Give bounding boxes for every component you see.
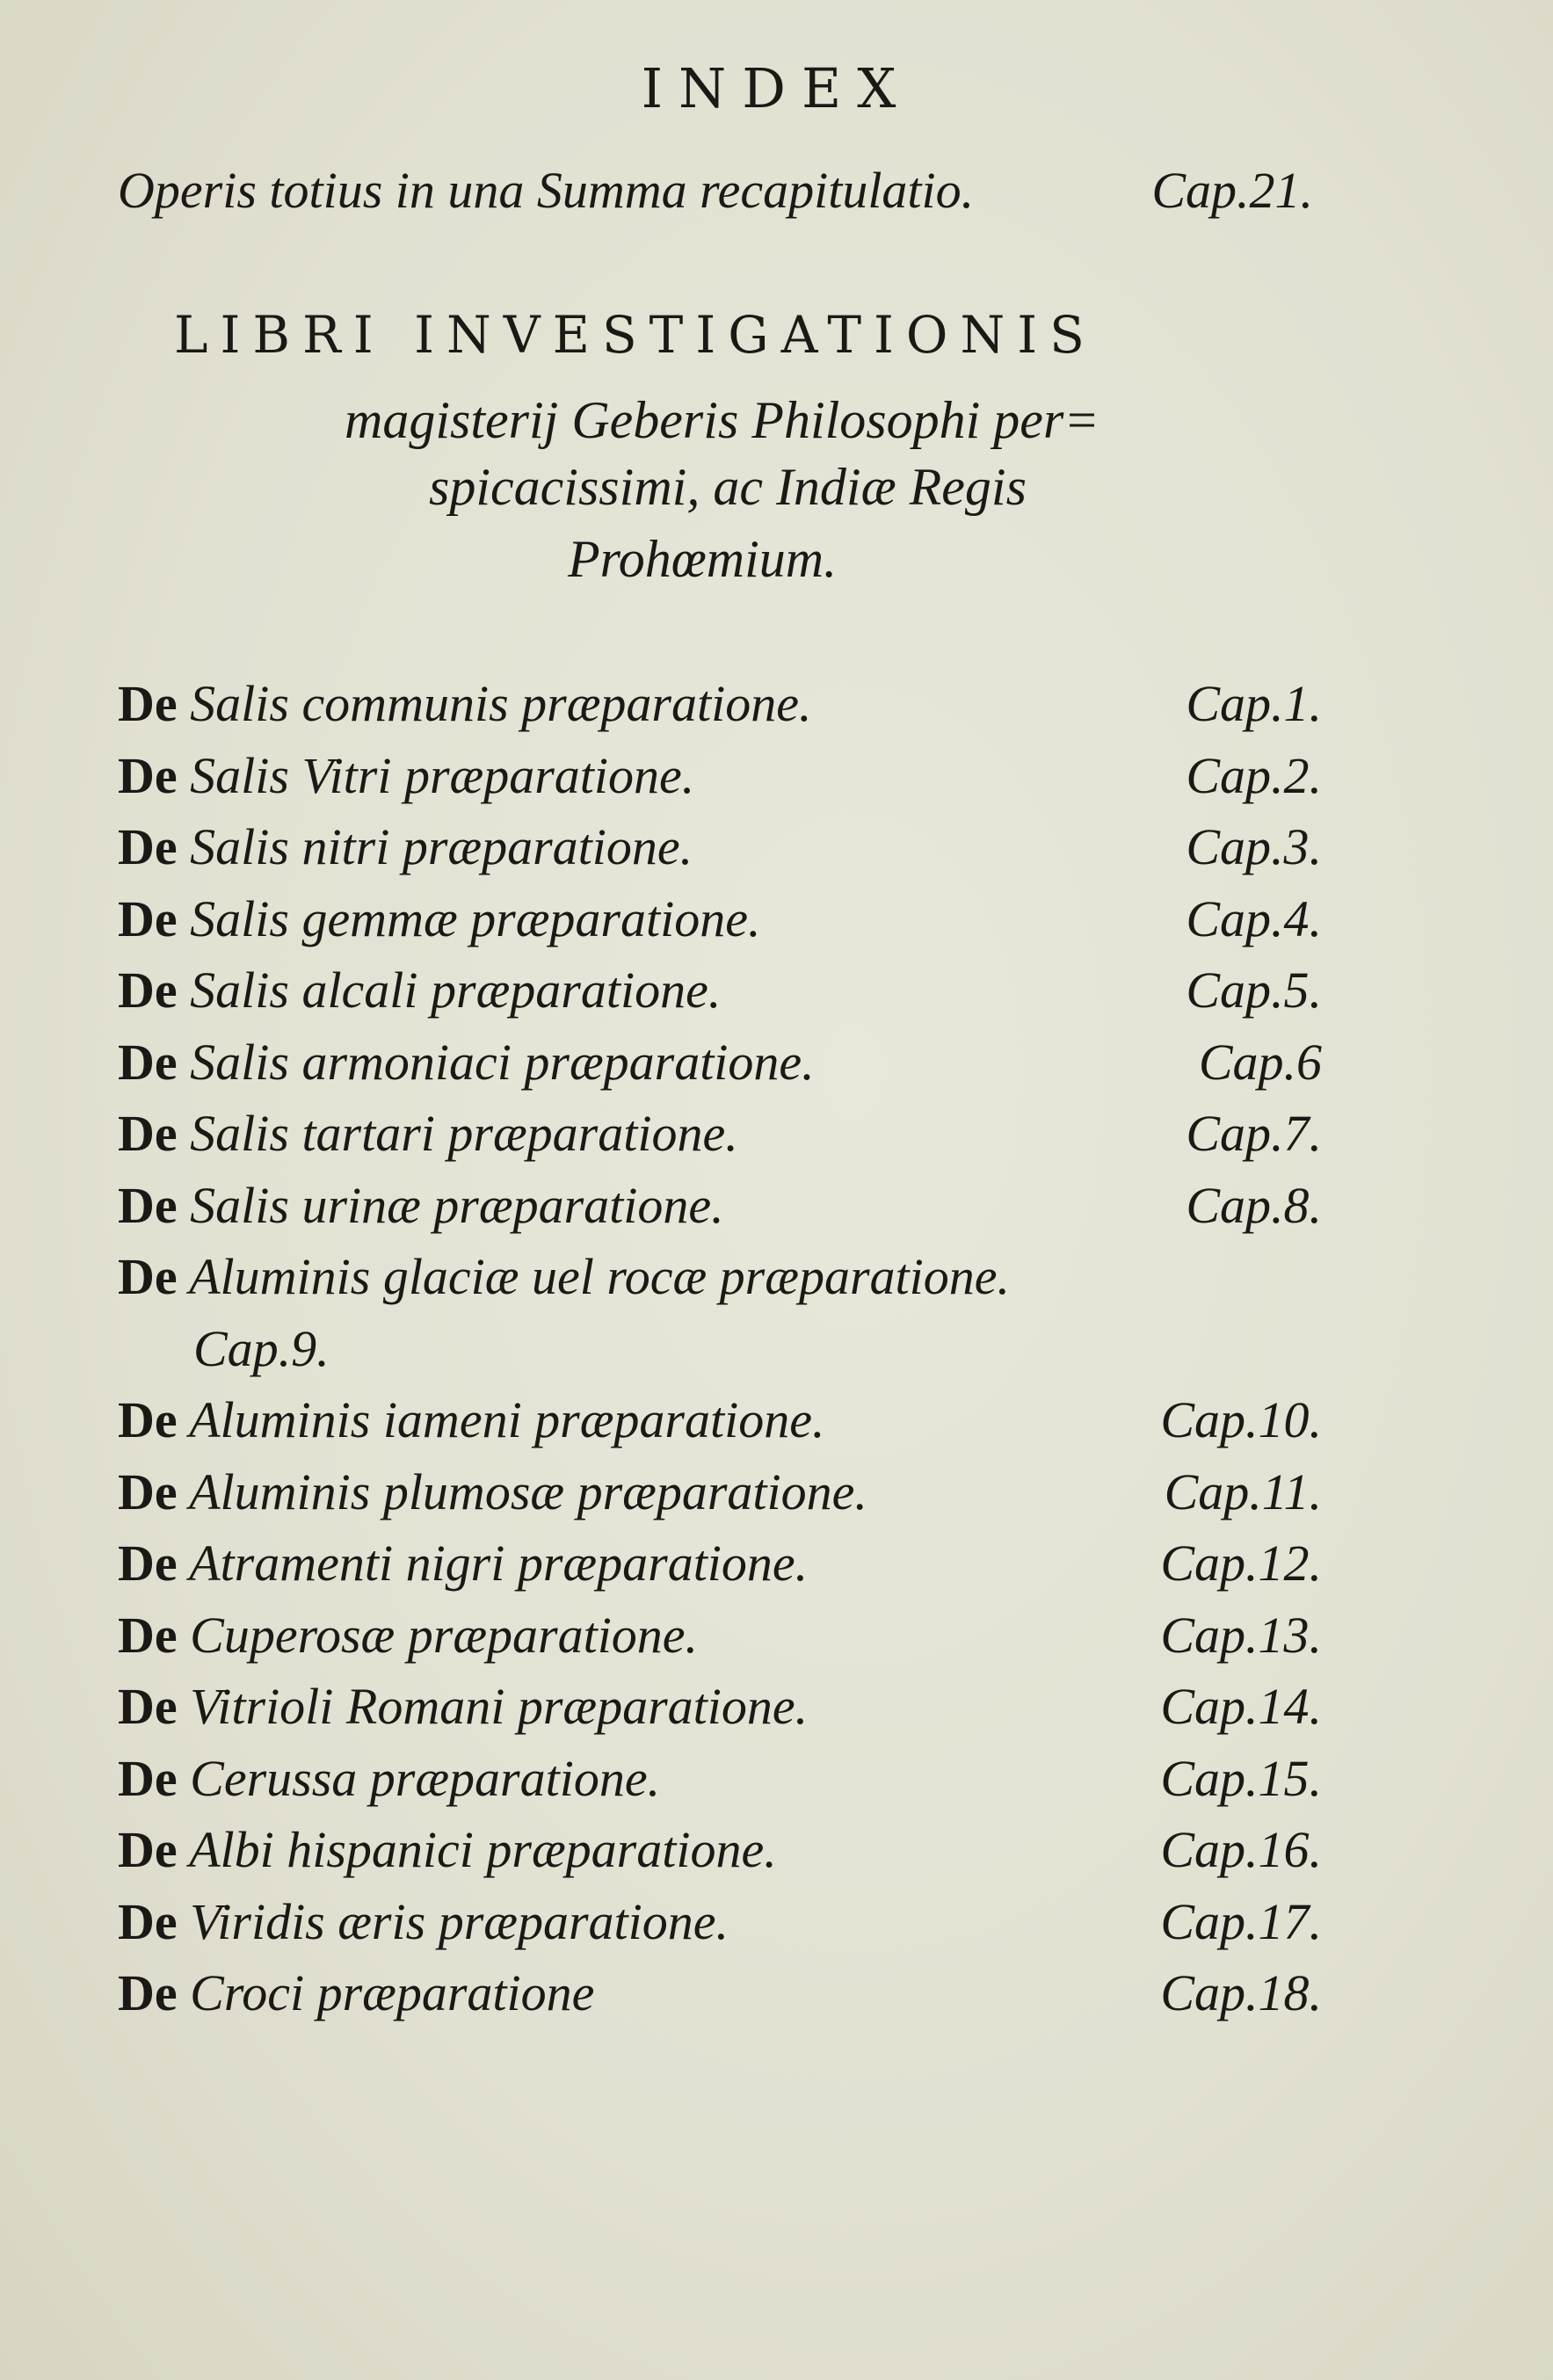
entry-chapter: Cap.17. <box>1160 1893 1322 1950</box>
entry-title <box>118 1105 738 1162</box>
entry-title-text: Salis alcali præparatione. <box>190 961 722 1019</box>
index-entry <box>118 747 1322 814</box>
entry-title <box>118 890 761 947</box>
entry-title <box>118 1821 777 1878</box>
entry-title <box>118 1893 729 1950</box>
entry-chapter: Cap.10. <box>1160 1391 1322 1448</box>
entry-title-text: Aluminis iameni præparatione. <box>189 1391 825 1448</box>
entry-de: De <box>118 1177 178 1234</box>
entry-title <box>118 1750 661 1807</box>
entry-chapter: Cap.2. <box>1186 747 1322 804</box>
entry-title-text: Salis gemmæ præparatione. <box>190 890 761 947</box>
entry-title <box>118 1607 699 1664</box>
index-entry <box>118 1893 1322 1960</box>
intro-line <box>118 162 1313 229</box>
entry-title <box>118 1391 825 1448</box>
entry-title-text: Atramenti nigri præparatione. <box>189 1535 809 1592</box>
entry-de: De <box>118 1678 178 1735</box>
entry-title-text: Cerussa præparatione. <box>190 1750 661 1807</box>
entry-title <box>118 1535 809 1592</box>
entry-title-text: Salis nitri præparatione. <box>190 818 693 875</box>
entry-title <box>118 1034 815 1091</box>
index-entry <box>118 818 1322 885</box>
intro-line-text: Operis totius in una Summa recapitulatio. <box>118 162 975 219</box>
entry-de: De <box>118 818 178 875</box>
index-entry <box>118 890 1322 957</box>
entry-de: De <box>118 675 178 732</box>
section-subtitle-line-2: spicacissimi, ac Indiæ Regis <box>429 458 1027 516</box>
entry-title-text: Cap.9. <box>193 1320 330 1377</box>
entry-de: De <box>118 1893 178 1950</box>
index-entry <box>118 675 1322 742</box>
index-entry <box>118 1105 1322 1172</box>
index-entry <box>118 1391 1322 1458</box>
entry-de: De <box>118 890 178 947</box>
entry-de: De <box>118 1034 178 1091</box>
index-entry <box>118 961 1322 1028</box>
entry-de: De <box>118 1750 178 1807</box>
index-entry <box>118 1607 1322 1673</box>
entry-title <box>118 1678 809 1735</box>
index-entry <box>118 1463 1322 1530</box>
entry-chapter: Cap.16. <box>1160 1821 1322 1878</box>
index-entry <box>118 1964 1322 2031</box>
intro-line-cap: Cap.21. <box>1151 162 1313 219</box>
entry-title <box>118 961 722 1019</box>
entry-title-text: Salis tartari præparatione. <box>190 1105 738 1162</box>
entry-de: De <box>118 1391 178 1448</box>
index-entry <box>118 1248 1322 1315</box>
page-header: INDEX <box>641 56 912 120</box>
entry-chapter: Cap.15. <box>1160 1750 1322 1807</box>
entry-title <box>193 1320 330 1377</box>
entry-chapter: Cap.8. <box>1186 1177 1322 1234</box>
entry-title <box>118 818 693 875</box>
index-entry <box>118 1750 1322 1817</box>
entry-title-text: Salis communis præparatione. <box>190 675 812 732</box>
entry-chapter: Cap.12. <box>1160 1535 1322 1592</box>
entry-chapter: Cap.13. <box>1160 1607 1322 1664</box>
section-title: LIBRI INVESTIGATIONIS <box>174 305 1097 365</box>
entry-chapter: Cap.14. <box>1160 1678 1322 1735</box>
entry-de: De <box>118 747 178 804</box>
entry-title-text: Viridis æris præparatione. <box>190 1893 729 1950</box>
entry-title <box>118 747 695 804</box>
entry-chapter: Cap.5. <box>1186 961 1322 1019</box>
entry-title-text: Salis urinæ præparatione. <box>190 1177 724 1234</box>
entry-chapter: Cap.18. <box>1160 1964 1322 2021</box>
index-entry <box>118 1034 1322 1100</box>
index-entry <box>118 1821 1322 1888</box>
entry-title-text: Albi hispanici præparatione. <box>189 1821 777 1878</box>
entry-chapter: Cap.7. <box>1186 1105 1322 1162</box>
entry-de: De <box>118 1105 178 1162</box>
index-entry <box>118 1535 1322 1601</box>
entry-chapter: Cap.3. <box>1186 818 1322 875</box>
section-subtitle-line-1: magisterij Geberis Philosophi per= <box>345 391 1099 449</box>
entry-chapter: Cap.4. <box>1186 890 1322 947</box>
entry-title-text: Salis armoniaci præparatione. <box>190 1034 815 1091</box>
index-entry <box>193 1320 1397 1387</box>
entry-title-text: Cuperosæ præparatione. <box>190 1607 699 1664</box>
index-entry <box>118 1678 1322 1745</box>
entry-chapter: Cap.11. <box>1164 1463 1322 1520</box>
entry-de: De <box>118 1964 178 2021</box>
entry-de: De <box>118 1607 178 1664</box>
entry-de: De <box>118 1535 178 1592</box>
entry-de: De <box>118 1248 178 1305</box>
section-subtitle-line-3: Prohœmium. <box>568 530 838 588</box>
entry-title-text: Croci præparatione <box>190 1964 595 2021</box>
entry-chapter: Cap.1. <box>1186 675 1322 732</box>
index-entry <box>118 1177 1322 1244</box>
entry-title <box>118 1964 595 2021</box>
entry-title <box>118 675 812 732</box>
entry-de: De <box>118 961 178 1019</box>
entry-title <box>118 1463 867 1520</box>
entry-chapter: Cap.6 <box>1198 1034 1322 1091</box>
entry-title-text: Aluminis glaciæ uel rocæ præparatione. <box>189 1248 1010 1305</box>
entry-title <box>118 1248 1010 1305</box>
entry-de: De <box>118 1463 178 1520</box>
entry-title-text: Aluminis plumosæ præparatione. <box>189 1463 867 1520</box>
entry-de: De <box>118 1821 178 1878</box>
entry-title-text: Salis Vitri præparatione. <box>190 747 695 804</box>
entry-title-text: Vitrioli Romani præparatione. <box>190 1678 809 1735</box>
entry-title <box>118 1177 724 1234</box>
